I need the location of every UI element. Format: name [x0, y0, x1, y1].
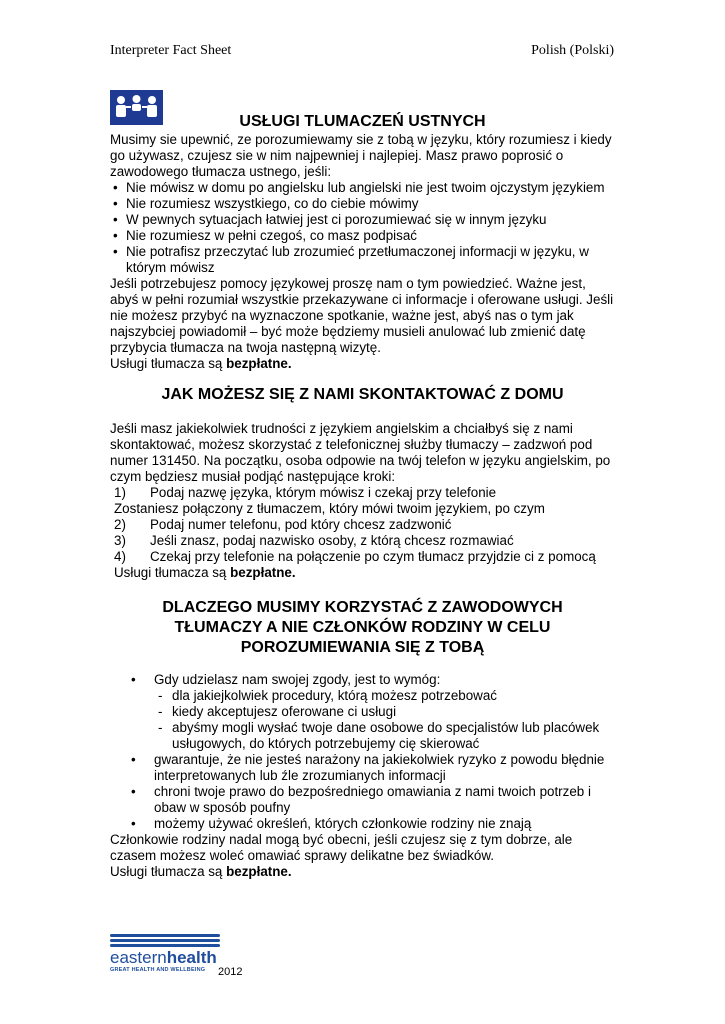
dash-list — [154, 688, 615, 752]
list-item: • Nie rozumiesz w pełni czegoś, co masz podpisać — [110, 228, 615, 244]
list-item: - abyśmy mogli wysłać twoje dane osobowe do specjalistów lub placówek usługowych, do których potrzebujemy cię skierować — [154, 720, 615, 752]
interpreter-symbol-icon — [110, 90, 163, 125]
list-item: • możemy używać określeń, których członkowie rodziny nie znają — [110, 816, 615, 832]
section1-free-note: Usługi tłumacza są bezpłatne. — [110, 356, 292, 371]
section2-title: JAK MOŻESZ SIĘ Z NAMI SKONTAKTOWAĆ Z DOMU — [161, 386, 564, 403]
section1-title: USŁUGI TLUMACZEŃ USTNYCH — [239, 113, 486, 130]
section2-intro: Jeśli masz jakiekolwiek trudności z językiem angielskim a chciałbyś się z nami skontaktować, możesz skorzystać z telefonicznej służby tłumaczy – zadzwoń pod numer 131450. Na początku, osoba odpowie na twój telefon w języku angielskim, po czym będziesz musiał podjąć następujące kroki: — [110, 421, 611, 484]
step-1-note: Zostaniesz połączony z tłumaczem, który mówi twoim językiem, po czym — [114, 501, 545, 516]
list-item: - kiedy akceptujesz oferowane ci usługi — [154, 704, 615, 720]
eastern-health-logo: easternhealth GREAT HEALTH AND WELLBEING — [110, 934, 250, 984]
step-4: 4) Czekaj przy telefonie na połączenie po czym tłumacz przyjdzie ci z pomocą — [114, 549, 596, 564]
header-right: Polish (Polski) — [531, 43, 614, 58]
section3-paragraph: Członkowie rodziny nadal mogą być obecni, jeśli czujesz się z tym dobrze, ale czasem możesz woleć omawiać sprawy delikatne bez świadków. — [110, 832, 573, 863]
step-3: 3) Jeśli znasz, podaj nazwisko osoby, z którą chcesz rozmawiać — [114, 533, 514, 548]
step-1: 1) Podaj nazwę języka, którym mówisz i czekaj przy telefonie — [114, 485, 497, 500]
list-item: • W pewnych sytuacjach łatwiej jest ci porozumiewać się w innym języku — [110, 212, 615, 228]
list-item: - dla jakiejkolwiek procedury, którą możesz potrzebować — [154, 688, 615, 704]
list-item: • gwarantuje, że nie jesteś narażony na jakiekolwiek ryzyko z powodu błędnie interpretowanych lub źle zrozumianych informacji — [110, 752, 615, 784]
section3-title: DLACZEGO MUSIMY KORZYSTAĆ Z ZAWODOWYCH TŁUMACZY A NIE CZŁONKÓW RODZINY W CELU POROZUMIEWANIA SIĘ Z TOBĄ — [162, 599, 563, 656]
footer-year: 2012 — [218, 966, 243, 978]
list-item: • Nie potrafisz przeczytać lub zrozumieć przetłumaczonej informacji w języku, w którym mówisz — [110, 244, 615, 276]
list-item: • Nie mówisz w domu po angielsku lub angielski nie jest twoim ojczystym językiem — [110, 180, 615, 196]
section1-paragraph: Jeśli potrzebujesz pomocy językowej proszę nam o tym powiedzieć. Ważne jest, abyś w pełni rozumiał wszystkie przekazywane ci informacje i oferowane usługi. Jeśli nie możesz przybyć na wyznaczone spotkanie, ważne jest, abyś nas o tym jak najszybciej powiadomił – być może będziemy musieli anulować lub zmienić datę przybycia tłumacza na twoja następną wizytę. — [110, 276, 614, 355]
list-item: • chroni twoje prawo do bezpośredniego omawiania z nami twoich potrzeb i obaw w sposób poufny — [110, 784, 615, 816]
section3-bullets — [110, 672, 615, 832]
section1-intro: Musimy sie upewnić, ze porozumiewamy sie z tobą w języku, który rozumiesz i kiedy go używasz, czujesz sie w nim najpewniej i najlepiej. Masz prawo poprosić o zawodowego tłumacza ustnego, jeśli: — [110, 132, 612, 179]
header-left: Interpreter Fact Sheet — [110, 43, 232, 58]
section1-bullets — [110, 180, 615, 276]
section2-free-note: Usługi tłumacza są bezpłatne. — [114, 565, 296, 580]
list-item: • Gdy udzielasz nam swojej zgody, jest to wymóg: - dla jakiejkolwiek procedury, którą możesz potrzebować - kiedy akceptujesz oferowane ci usługi - abyśmy mogli wysłać twoje dane osobowe do specjalistów lub placówek usługowych, do których potrzebujemy cię skierować — [110, 672, 615, 752]
list-item: • Nie rozumiesz wszystkiego, co do ciebie mówimy — [110, 196, 615, 212]
step-2: 2) Podaj numer telefonu, pod który chcesz zadzwonić — [114, 517, 452, 532]
section3-free-note: Usługi tłumacza są bezpłatne. — [110, 864, 292, 879]
document-body — [110, 90, 615, 880]
